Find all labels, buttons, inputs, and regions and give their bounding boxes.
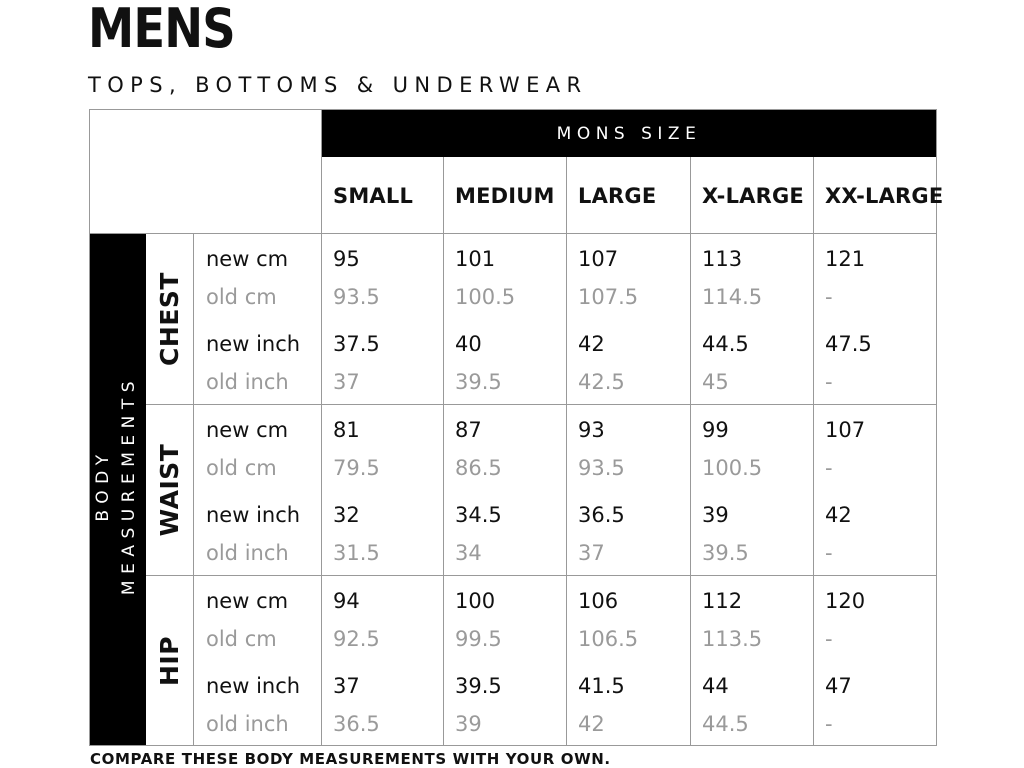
size-header-x-large: X-LARGE (702, 184, 804, 208)
table-cell: 37 (578, 541, 605, 565)
group-divider (146, 404, 937, 405)
size-header-large: LARGE (578, 184, 657, 208)
table-cell: 107 (825, 418, 866, 442)
table-cell: 79.5 (333, 456, 380, 480)
table-cell: - (825, 627, 833, 651)
border-left (89, 109, 90, 746)
table-cell: - (825, 370, 833, 394)
table-cell: 99 (702, 418, 729, 442)
table-cell: 120 (825, 589, 866, 613)
table-cell: 106 (578, 589, 619, 613)
row-label: old cm (206, 456, 277, 480)
size-col-divider (690, 157, 691, 746)
table-cell: 93.5 (578, 456, 625, 480)
table-cell: 42.5 (578, 370, 625, 394)
table-cell: 45 (702, 370, 729, 394)
table-cell: 87 (455, 418, 482, 442)
row-label: new cm (206, 247, 289, 271)
size-col-divider (566, 157, 567, 746)
table-cell: 42 (578, 712, 605, 736)
table-cell: 36.5 (333, 712, 380, 736)
table-cell: 32 (333, 503, 360, 527)
table-cell: 37 (333, 370, 360, 394)
table-cell: 107 (578, 247, 619, 271)
border-bottom (89, 745, 937, 746)
table-cell: 44.5 (702, 712, 749, 736)
group-label-text: WAIST (155, 443, 184, 536)
table-cell: 39.5 (455, 674, 502, 698)
size-header-medium: MEDIUM (455, 184, 555, 208)
table-cell: 36.5 (578, 503, 625, 527)
sidebar-label-text: BODY MEASUREMENTS (93, 374, 139, 596)
size-col-divider (443, 157, 444, 746)
page-subtitle: TOPS, BOTTOMS & UNDERWEAR (88, 73, 588, 97)
table-cell: 39 (455, 712, 482, 736)
size-header-xx-large: XX-LARGE (825, 184, 944, 208)
table-cell: 93.5 (333, 285, 380, 309)
size-header-small: SMALL (333, 184, 414, 208)
table-cell: 113 (702, 247, 743, 271)
table-cell: 99.5 (455, 627, 502, 651)
table-cell: 47 (825, 674, 852, 698)
table-cell: 112 (702, 589, 743, 613)
table-cell: 42 (825, 503, 852, 527)
table-cell: 41.5 (578, 674, 625, 698)
table-cell: 95 (333, 247, 360, 271)
table-cell: - (825, 712, 833, 736)
row-label: new cm (206, 589, 289, 613)
group-divider (146, 575, 937, 576)
row-label: new inch (206, 332, 301, 356)
group-label-text: CHEST (155, 271, 184, 366)
table-cell: 34.5 (455, 503, 502, 527)
table-cell: 47.5 (825, 332, 872, 356)
table-cell: 44.5 (702, 332, 749, 356)
header-label: MONS SIZE (556, 124, 702, 144)
row-label: new cm (206, 418, 289, 442)
table-cell: 42 (578, 332, 605, 356)
table-cell: 106.5 (578, 627, 639, 651)
row-label: old inch (206, 370, 289, 394)
table-cell: 100.5 (702, 456, 763, 480)
row-label: old cm (206, 627, 277, 651)
border-top (89, 109, 937, 110)
table-cell: 113.5 (702, 627, 763, 651)
table-cell: 39 (702, 503, 729, 527)
table-cell: - (825, 456, 833, 480)
table-cell: 39.5 (702, 541, 749, 565)
group-label-text: HIP (155, 635, 184, 686)
table-cell: 100 (455, 589, 496, 613)
table-cell: 37 (333, 674, 360, 698)
table-cell: 44 (702, 674, 729, 698)
table-cell: 101 (455, 247, 496, 271)
table-cell: 37.5 (333, 332, 380, 356)
table-cell: 92.5 (333, 627, 380, 651)
label-col-divider (193, 233, 194, 746)
table-cell: - (825, 541, 833, 565)
size-col-divider (321, 109, 322, 746)
table-cell: 40 (455, 332, 482, 356)
row-label: new inch (206, 674, 301, 698)
table-cell: 94 (333, 589, 360, 613)
row-label: new inch (206, 503, 301, 527)
table-cell: 107.5 (578, 285, 639, 309)
page-title: MENS (88, 0, 235, 60)
row-label: old inch (206, 712, 289, 736)
table-cell: 81 (333, 418, 360, 442)
size-row-divider (89, 233, 937, 234)
table-cell: 86.5 (455, 456, 502, 480)
table-cell: 114.5 (702, 285, 763, 309)
footer-note: COMPARE THESE BODY MEASUREMENTS WITH YOUR OWN. (90, 750, 611, 768)
row-label: old inch (206, 541, 289, 565)
table-cell: 31.5 (333, 541, 380, 565)
table-cell: 100.5 (455, 285, 516, 309)
row-label: old cm (206, 285, 277, 309)
table-cell: 93 (578, 418, 605, 442)
size-col-divider (813, 157, 814, 746)
table-cell: - (825, 285, 833, 309)
table-cell: 39.5 (455, 370, 502, 394)
table-cell: 121 (825, 247, 866, 271)
table-cell: 34 (455, 541, 482, 565)
